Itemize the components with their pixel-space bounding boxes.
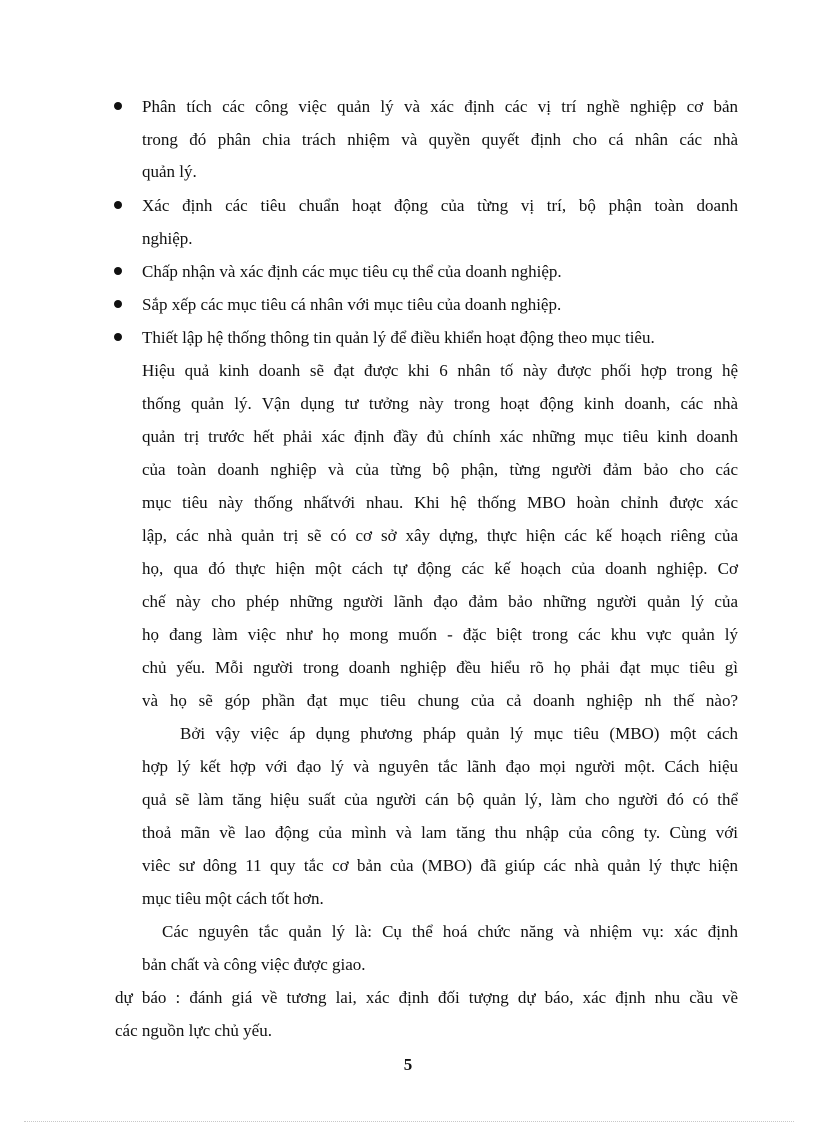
bullet-1-line-2: trong đó phân chia trách nhiệm và quyền quyết định cho cá nhân các nhà [142, 130, 738, 149]
bullet-icon [112, 298, 124, 310]
paragraph-2-line: Bởi vậy việc áp dụng phương pháp quản lý mục tiêu (MBO) một cách [180, 724, 738, 743]
page-divider [24, 1121, 794, 1122]
bullet-2-line-2: nghiệp. [142, 229, 193, 248]
paragraph-2-line: quả sẽ làm tăng hiệu suất của người cán bộ quản lý, làm cho người đó có thể [142, 790, 738, 809]
paragraph-1-line: và họ sẽ góp phần đạt mục tiêu chung của cả doanh nghiệp nh thế nào? [142, 691, 738, 710]
paragraph-2-line: viêc sư dông 11 quy tắc cơ bản của (MBO) đã giúp các nhà quản lý thực hiện [142, 856, 738, 875]
bullet-1-line-1: Phân tích các công việc quản lý và xác định các vị trí nghề nghiệp cơ bản [142, 97, 738, 116]
paragraph-4-line: các nguồn lực chủ yếu. [115, 1021, 272, 1040]
paragraph-1-line: chủ yếu. Mỗi người trong doanh nghiệp đều hiểu rõ họ phải đạt mục tiêu gì [142, 658, 738, 677]
paragraph-4-line: dự báo : đánh giá về tương lai, xác định đối tượng dự báo, xác định nhu cầu về [115, 988, 738, 1007]
bullet-4-line-1: Sắp xếp các mục tiêu cá nhân với mục tiêu của doanh nghiệp. [142, 295, 562, 314]
paragraph-2-line: thoả mãn về lao động của mình và lam tăng thu nhập của công ty. Cùng với [142, 823, 738, 842]
paragraph-3-line: Các nguyên tắc quản lý là: Cụ thể hoá chức năng và nhiệm vụ: xác định [162, 922, 738, 941]
bullet-icon [112, 265, 124, 277]
paragraph-3-line: bản chất và công việc được giao. [142, 955, 366, 974]
paragraph-1-line: quản trị trước hết phải xác định đầy đủ chính xác những mục tiêu kinh doanh [142, 427, 738, 446]
paragraph-1-line: lập, các nhà quản trị sẽ có cơ sở xây dựng, thực hiện các kế hoạch riêng của [142, 526, 738, 545]
paragraph-1-line: thống quản lý. Vận dụng tư tưởng này trong hoạt động kinh doanh, các nhà [142, 394, 738, 413]
paragraph-1-line: họ đang làm việc như họ mong muốn - đặc biệt trong các khu vực quản lý [142, 625, 738, 644]
bullet-1-line-3: quản lý. [142, 162, 197, 181]
bullet-5-line-1: Thiết lập hệ thống thông tin quản lý để điều khiển hoạt động theo mục tiêu. [142, 328, 655, 347]
paragraph-1-line: mục tiêu này thống nhấtvới nhau. Khi hệ thống MBO hoàn chỉnh được xác [142, 493, 738, 512]
paragraph-1-line: chế này cho phép những người lãnh đạo đảm bảo những người quản lý của [142, 592, 738, 611]
paragraph-1-line: họ, qua đó thực hiện một cách tự động các kế hoạch của doanh nghiệp. Cơ [142, 559, 738, 578]
bullet-icon [112, 331, 124, 343]
paragraph-1-line: Hiệu quả kinh doanh sẽ đạt được khi 6 nhân tố này được phối hợp trong hệ [142, 361, 738, 380]
paragraph-2-line: mục tiêu một cách tốt hơn. [142, 889, 324, 908]
bullet-icon [112, 199, 124, 211]
bullet-icon [112, 100, 124, 112]
bullet-2-line-1: Xác định các tiêu chuẩn hoạt động của từng vị trí, bộ phận toàn doanh [142, 196, 738, 215]
page-number: 5 [403, 1055, 413, 1074]
paragraph-2-line: hợp lý kết hợp với đạo lý và nguyên tắc lãnh đạo mọi người một. Cách hiệu [142, 757, 738, 776]
paragraph-1-line: của toàn doanh nghiệp và của từng bộ phận, từng người đảm bảo cho các [142, 460, 738, 479]
bullet-3-line-1: Chấp nhận và xác định các mục tiêu cụ thể của doanh nghiệp. [142, 262, 562, 281]
